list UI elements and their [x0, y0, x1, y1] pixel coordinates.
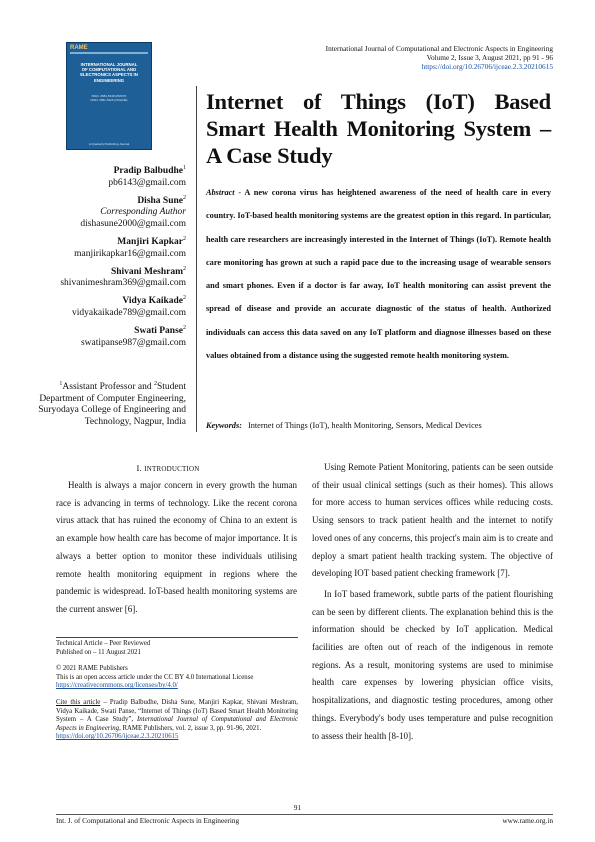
- paragraph: In IoT based framework, subtle parts of the patient flourishing can be seen by different clients. The explanation behind this is the information should be checked by IoT application. Medical facilities are often out of reach of the indigenous in remote regions. As a result, monitoring systems are used to minimise health care expenses by lowering physician office visits, hospitalizations, and diagnostic testing procedures, among other things. Everybody's body uses temperature and pulse recognition to assess their health [8-10].: [312, 588, 553, 741]
- publish-date: Published on – 11 August 2021: [56, 648, 141, 656]
- abstract-text: A new corona virus has heightened awareness of the need of health care in every country. IoT-based health monitoring systems are the greatest option in this regard. In particular, health care researchers are increasingly interested in the Internet of Things (IoT). Remote health care monitoring has grown at such a rapid pace due to the increasing usage of wearable sensors and smart phones. Even if a doctor is far away, IoT health monitoring can assist prevent the spread of disease and provide an accurate diagnostic of the status of health. Authorized individuals can access this data saved on any IoT platform and diagnose illnesses based on these values obtained from a distance using the suggested remote health monitoring system.: [206, 188, 551, 361]
- body-column-left: [56, 477, 297, 619]
- paragraph: Using Remote Patient Monitoring, patients can be seen outside of their usual clinical settings (such as their homes). This allows for more access to human services offices while reducing costs. Using sensors to track patient health and the internet to notify loved ones of any concerns, this project's main aim is to create and deploy a smart patient health tracking system. The objective of developing IOT based patient checking framework [7].: [312, 462, 553, 579]
- license-text: This is an open access article under the CC BY 4.0 International License: [56, 673, 254, 681]
- citation: Cite this article – Pradip Balbudhe, Disha Sune, Manjiri Kapkar, Shivani Meshram, Vidya Kaikade, Swati Panse, “Internet of Things (IoT) Based Smart Health Monitoring System – A Case Study”, International Journal of Computational and Electronic Aspects in Engineering, RAME Publishers, vol. 2, issue 3, pp. 91-96, 2021. https://doi.org/10.26706/ijceae.2.3.20210615: [56, 698, 299, 741]
- journal-name: International Journal of Computational and Electronic Aspects in Engineering: [325, 44, 553, 53]
- author-entry: Manjiri Kapkar$^2$ manjirikapkar16@gmail.com: [40, 237, 186, 260]
- footnote-box: [56, 640, 298, 742]
- journal-cover-image: [66, 42, 152, 150]
- section-heading: I. INTRODUCTION: [136, 463, 200, 473]
- running-header: [233, 44, 553, 71]
- footer-website[interactable]: www.rame.org.in: [502, 816, 553, 825]
- author-email[interactable]: swatipanse987@gmail.com: [80, 337, 186, 348]
- article-type: Technical Article – Peer Reviewed: [56, 640, 151, 647]
- paper-title: Internet of Things (IoT) Based Smart Health Monitoring System – A Case Study: [206, 89, 551, 168]
- author-email[interactable]: pb6143@gmail.com: [108, 177, 186, 188]
- doi-link[interactable]: https://doi.org/10.26706/ijceae.2.3.20210615: [421, 62, 553, 71]
- keywords-text: Internet of Things (IoT), health Monitoring, Sensors, Medical Devices: [247, 421, 482, 430]
- paragraph: Health is always a major concern in every growth the human race is advancing in terms of technology. Like the recent corona virus attack that has ruined the economy of China to an extent is an example how health care has become of major importance. It is always a better option to monitor these individuals utilising remote health monitoring equipment in regions where the pandemic is widespread. IoT-based health monitoring systems are the current answer [6].: [56, 480, 297, 614]
- cover-footer: A Quarterly Publishing Journal: [88, 142, 130, 146]
- license-link[interactable]: https://creativecommons.org/licenses/by/4.0/: [56, 682, 178, 690]
- footnote-divider: [56, 637, 298, 638]
- author-entry: Disha Sune$^2$ Corresponding Author dishasune2000@gmail.com: [40, 196, 186, 231]
- author-entry: Shivani Meshram$^2$ shivanimeshram369@gmail.com: [40, 267, 186, 290]
- citation-doi-link[interactable]: https://doi.org/10.26706/ijceae.2.3.20210615: [56, 733, 179, 741]
- author-entry: Vidya Kaikade$^2$ vidyakaikade789@gmail.com: [40, 296, 186, 319]
- body-column-right: [312, 459, 553, 745]
- vertical-divider: [196, 86, 197, 432]
- author-role: Corresponding Author: [100, 207, 186, 218]
- cover-issn: ISSN: 2581-5318 (PRINT) ISSN: 2581-5326 (ONLINE): [90, 94, 128, 102]
- abstract: [206, 181, 551, 367]
- author-name: Pradip Balbudhe: [113, 166, 183, 176]
- keywords-label: Keywords:: [206, 421, 242, 430]
- author-affiliation: $^1$Assistant Professor and $^2$Student Department of Computer Engineering, Suryodaya College of Engineering and Technology, Nagpur, India: [38, 380, 186, 427]
- author-email[interactable]: dishasune2000@gmail.com: [80, 218, 186, 229]
- author-email[interactable]: vidyakaikade789@gmail.com: [71, 307, 186, 318]
- page-number: 91: [293, 803, 302, 812]
- author-name: Manjiri Kapkar: [117, 236, 183, 247]
- author-entry: Swati Panse$^2$ swatipanse987@gmail.com: [40, 326, 186, 349]
- cover-title: INTERNATIONAL JOURNAL OF COMPUTATIONAL AND ELECTRONICS ASPECTS IN ENGINEERING: [80, 62, 138, 83]
- author-list: [40, 166, 186, 356]
- keywords: [206, 420, 551, 432]
- footer-divider: [56, 814, 553, 815]
- author-name: Swati Panse: [134, 326, 183, 337]
- author-name: Vidya Kaikade: [122, 296, 183, 307]
- cover-publisher-logo: RAME: [70, 45, 88, 51]
- author-email[interactable]: manjirikapkar16@gmail.com: [74, 248, 186, 259]
- footer-journal: Int. J. of Computational and Electronic Aspects in Engineering: [56, 816, 240, 825]
- cover-stripe: [70, 52, 148, 54]
- volume-info: Volume 2, Issue 3, August 2021, pp 91 - 96: [426, 53, 553, 62]
- copyright: © 2021 RAME Publishers: [56, 665, 128, 673]
- author-email[interactable]: shivanimeshram369@gmail.com: [60, 278, 186, 289]
- author-name: Shivani Meshram: [110, 266, 183, 277]
- author-entry: Pradip Balbudhe$^1$ pb6143@gmail.com: [40, 166, 186, 189]
- abstract-label: Abstract -: [206, 188, 242, 197]
- author-name: Disha Sune: [137, 195, 183, 206]
